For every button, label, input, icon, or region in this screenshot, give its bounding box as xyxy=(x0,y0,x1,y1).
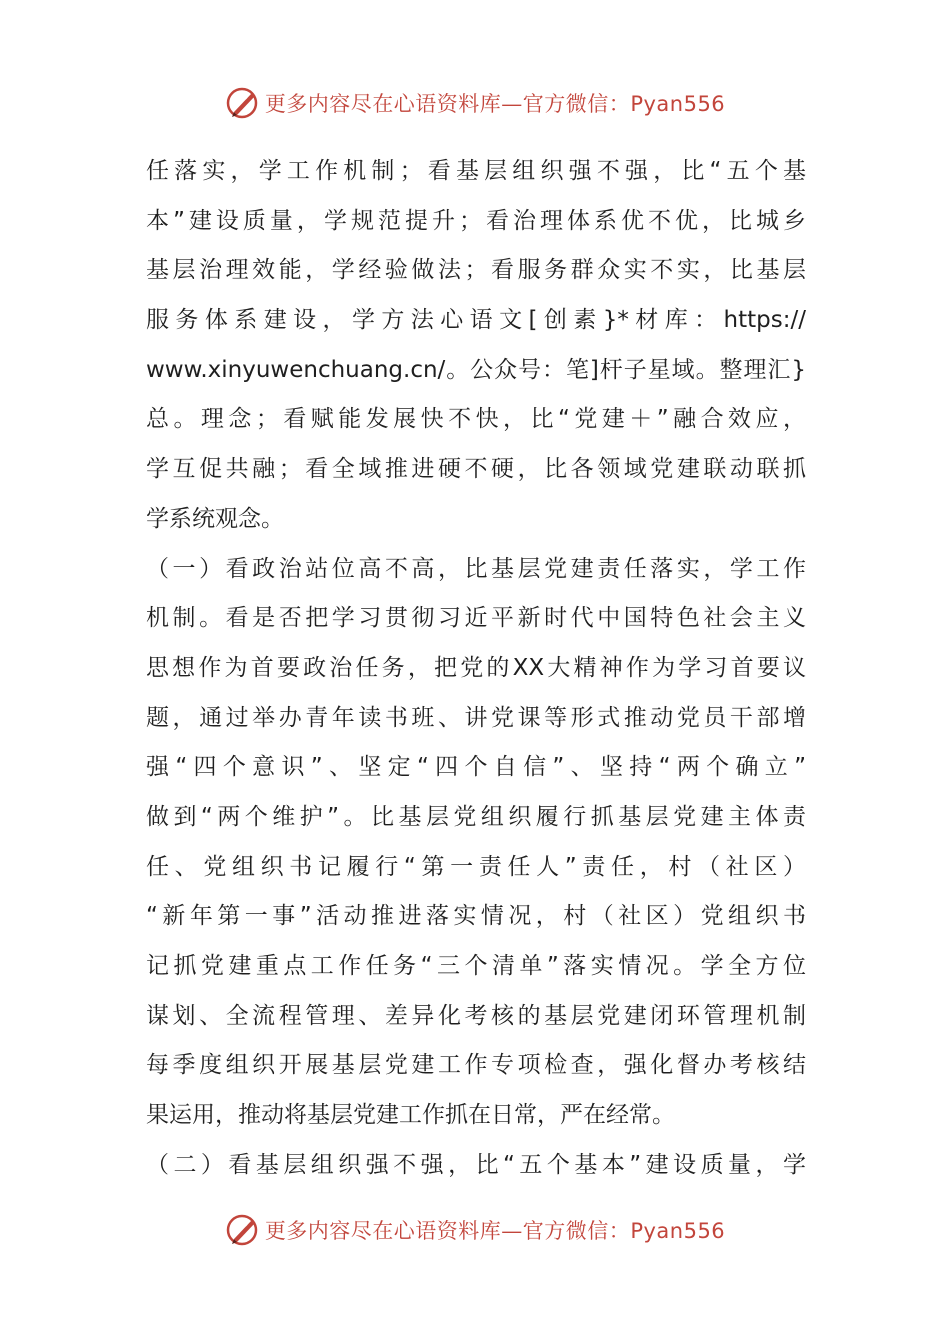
text-line: 强“四个意识”、坚定“四个自信”、坚持“两个确立” xyxy=(146,754,806,781)
text-line: 本”建设质量，学规范提升；看治理体系优不优，比城乡 xyxy=(146,207,806,234)
wechat-id: Pyan556 xyxy=(630,92,726,116)
text-line: 记抓党建重点工作任务“三个清单”落实情况。学全方位 xyxy=(146,953,806,979)
text-line: 任落实，学工作机制；看基层组织强不强，比“五个基 xyxy=(146,158,806,184)
text-line: 学系统观念。 xyxy=(146,505,284,532)
banner-text: 更多内容尽在心语资料库—官方微信： xyxy=(264,92,631,116)
text-line: 思想作为首要政治任务，把党的XX大精神作为学习首要议 xyxy=(146,654,806,681)
text-line: 做到“两个维护”。比基层党组织履行抓基层党建主体责 xyxy=(146,803,806,830)
text-line: 基层治理效能，学经验做法；看服务群众实不实，比基层 xyxy=(146,257,806,284)
wechat-id: Pyan556 xyxy=(630,1219,726,1243)
text-line: 题，通过举办青年读书班、讲党课等形式推动党员干部增 xyxy=(146,704,806,731)
text-line: www.xinyuwenchuang.cn/。公众号：笔]杆子星域。整理汇} xyxy=(146,356,806,383)
text-line: 机制。看是否把学习贯彻习近平新时代中国特色社会主义 xyxy=(146,605,806,632)
header-banner xyxy=(0,83,950,123)
document-body xyxy=(146,147,806,1190)
text-line: 总。理念；看赋能发展快不快，比“党建＋”融合效应， xyxy=(146,406,806,433)
text-line: 谋划、全流程管理、差异化考核的基层党建闭环管理机制 xyxy=(146,1002,806,1029)
text-line: “新年第一事”活动推进落实情况，村（社区）党组织书 xyxy=(146,903,806,930)
text-line: 每季度组织开展基层党建工作专项检查，强化督办考核结 xyxy=(146,1052,806,1079)
text-line: 服务体系建设，学方法心语文[创素}*材库：https:// xyxy=(146,307,806,334)
pen-logo-icon xyxy=(225,85,261,121)
section-heading-line: （一）看政治站位高不高，比基层党建责任落实，学工作 xyxy=(146,555,806,582)
text-line: 果运用，推动将基层党建工作抓在日常，严在经常。 xyxy=(146,1102,675,1129)
text-line: 学互促共融；看全域推进硬不硬，比各领域党建联动联抓 xyxy=(146,456,806,483)
banner-text: 更多内容尽在心语资料库—官方微信： xyxy=(264,1219,631,1243)
section-heading-line: （二）看基层组织强不强，比“五个基本”建设质量，学 xyxy=(146,1151,806,1178)
footer-banner xyxy=(0,1210,950,1250)
pen-logo-icon xyxy=(225,1212,261,1248)
text-line: 任、党组织书记履行“第一责任人”责任，村（社区） xyxy=(146,853,806,880)
